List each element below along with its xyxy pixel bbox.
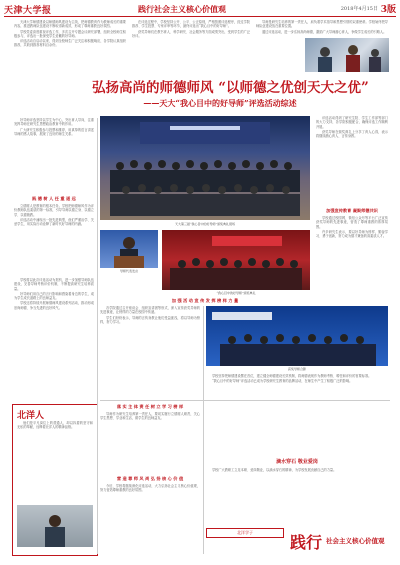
divider-left bbox=[97, 118, 98, 554]
divider-center bbox=[203, 306, 204, 554]
text-column-8: 学校将以此次评选活动为契机，进一步加强导师队伍建设，完善导师考核评价机制，不断提高研究生培养质量。 好导师们用自己的言行影响和感染着身边的学生，成为学生成长道路上的良师益友。 学校还将持续开展师德师风建设系列活动，推动形成崇尚师德、争当先进的良好风气。 bbox=[14, 278, 94, 310]
article-title: 弘扬高尚的师德师风 “以师德之优创天大之优” bbox=[92, 80, 369, 96]
subhead-1: 践 德 树 人 任 重 道 远 bbox=[32, 196, 76, 201]
award-group-illustration bbox=[206, 306, 388, 366]
text-column-13: 学校广大教职工立足本职、爱岗敬业，以滴水穿石的精神，为学校发展贡献自己的力量。 bbox=[212, 468, 337, 472]
award-group-caption: 获奖导师合影 bbox=[287, 367, 306, 371]
corner-stamp-big: 践行 bbox=[290, 533, 323, 552]
subhead-3: 落 实 主 体 责 任 树 立 学 习 榜 样 bbox=[116, 404, 184, 409]
text-column-4: 好导师评选坚持以学生为中心，突出育人导向，注重发挥导师在研究生思想政治教育中的作用。 广大研究生积极参与投票和推荐，用真挚的语言讲述导师的感人故事，展现了良好的师生关系。 bbox=[14, 118, 94, 136]
ceremony-illustration bbox=[162, 230, 310, 290]
speaker-caption: 导师代表发言 bbox=[119, 269, 138, 273]
main-photo-caption: 天大第三届“我心目中的好导师”颁奖典礼现场 bbox=[174, 222, 236, 226]
bottom-left-box bbox=[12, 404, 98, 556]
text-column-9: 各学院通过召开座谈会、组织宣讲团等形式，深入宣传获奖导师的先进事迹，让榜样的力量在校园中传递。 学生们纷纷表示，导师的言传身教让他们受益匪浅，将以导师为榜样，努力学习。 bbox=[100, 306, 200, 324]
ceremony-caption: “我心目中的好导师”颁奖典礼 bbox=[216, 291, 256, 295]
text-column-11: 学校坚持把师德建设摆在首位，建立健全师德建设长效机制，将师德表现作为教师考核、聘任和评价的首要标准。 “我心目中的好导师”评选活动已成为学校研究生教育的品牌活动，在师生中产生了积极广泛的影响。 bbox=[212, 374, 372, 384]
page-number: 3版 bbox=[380, 5, 396, 15]
bottom-left-text: 他们是平凡岗位上的普通人，却以执着的坚守和无私的奉献，诠释着北洋人的精神品格。 bbox=[17, 421, 93, 430]
subhead-4: 营 造 尊 师 风 尚 弘 扬 核 心 价 值 bbox=[116, 476, 184, 481]
photo-top-right bbox=[305, 38, 389, 72]
corner-stamp-text: 社会主义核心价值观 bbox=[326, 537, 385, 545]
photo-speaker bbox=[100, 230, 158, 268]
text-column-2: 在评选过程中，学校坚持公开、公平、公正原则，严格按照评选程序，经过学院推荐、学生投票、专家评审等环节，最终评选出“我心目中的好导师”。 获奖导师们在教书育人、科学研究、社会服务等方面成绩突出，受到学生的广泛好评。 bbox=[132, 20, 250, 38]
people-silhouettes bbox=[305, 38, 389, 72]
text-column-7: 学校通过校园网、微信公众号等平台广泛宣传获奖导师的先进事迹，营造了尊师重教的浓厚氛围。 许多研究生表示，要以好导师为榜样，勤奋学习、勇于创新，努力成为德才兼备的高素质人才。 bbox=[316, 216, 388, 239]
right-subhead-1: 加强宣传教育 凝聚师德共识 bbox=[326, 208, 378, 213]
photo-award-group bbox=[206, 306, 388, 366]
text-column-12: 今后，学校将继续深化评选活动，大力弘扬社会主义核心价值观，努力营造尊师重教的良好氛围。 bbox=[100, 484, 200, 493]
article-subtitle: ——天大“我心目中的好导师”评选活动综述 bbox=[143, 98, 297, 108]
worker-illustration bbox=[17, 505, 93, 547]
main-photo bbox=[100, 116, 310, 220]
text-column-3: 导师是研究生培养的第一责任人，肩负着学术指导和思想引领的双重使命。学校始终把导师队伍建设放在重要位置。 通过评选活动，进一步弘扬高尚师德，激励广大导师潜心育人，争做学生成长的引路人。 bbox=[256, 20, 388, 34]
bottom-banner: 北洋学子 bbox=[206, 528, 284, 538]
text-column-1: 天津大学师德建设以师德师风建设为主线，把师德教育作为教师成长的重要内容，推进教师队伍建设不断取得新成效，形成了尊师重教良好氛围。 学校党委高度重视评选工作，多次召开专题会议研究部署，组织全校师生积极参与，评选出一批深受学生爱戴的好导师。 评选活动自启动以来，得到全校师生广泛关注和积极响应，各学院认真组织推荐，共收到推荐材料百余份。 bbox=[14, 20, 126, 48]
text-column-10: 导师作为研究生培养第一责任人，要切实履行立德树人职责，关心学生思想、学业和生活，做学生的良师益友。 bbox=[100, 412, 200, 421]
corner-stamp bbox=[290, 524, 394, 562]
bottom-left-title: 北洋人 bbox=[17, 411, 45, 421]
text-column-5: 立德树人是教育的根本任务。学校把师德师风作为评价教师队伍素质的第一标准，引导导师以德立身、以德立学、以德施教。 评选活动中涌现出一批先进典型，他们严谨治学、关爱学生，用实际行动诠释了新时代好导师的内涵。 bbox=[14, 204, 94, 227]
subhead-2: 加 强 活 动 宣 传 发 挥 榜 样 力 量 bbox=[171, 298, 239, 303]
bottom-center-title: 滴水穿石 敬业爱岗 bbox=[276, 459, 318, 465]
bottom-left-photo bbox=[17, 505, 93, 547]
section-title: 践行社会主义核心价值观 bbox=[138, 4, 226, 14]
text-column-6: 评选活动得到了研究生院、学生工作部等部门的大力支持，各学院积极配合，确保评选工作顺利开展。 获奖导师在颁奖典礼上分享了育人心得，表示将继续潜心育人、言传身教。 bbox=[316, 116, 388, 139]
issue-date: 2018年4月15日 bbox=[340, 6, 378, 12]
speaker-illustration bbox=[100, 230, 158, 268]
header-divider bbox=[4, 16, 396, 17]
photo-ceremony bbox=[162, 230, 310, 290]
divider-middle bbox=[100, 400, 390, 401]
group-photo-illustration bbox=[100, 116, 310, 220]
masthead: 天津大学报 bbox=[4, 6, 52, 16]
